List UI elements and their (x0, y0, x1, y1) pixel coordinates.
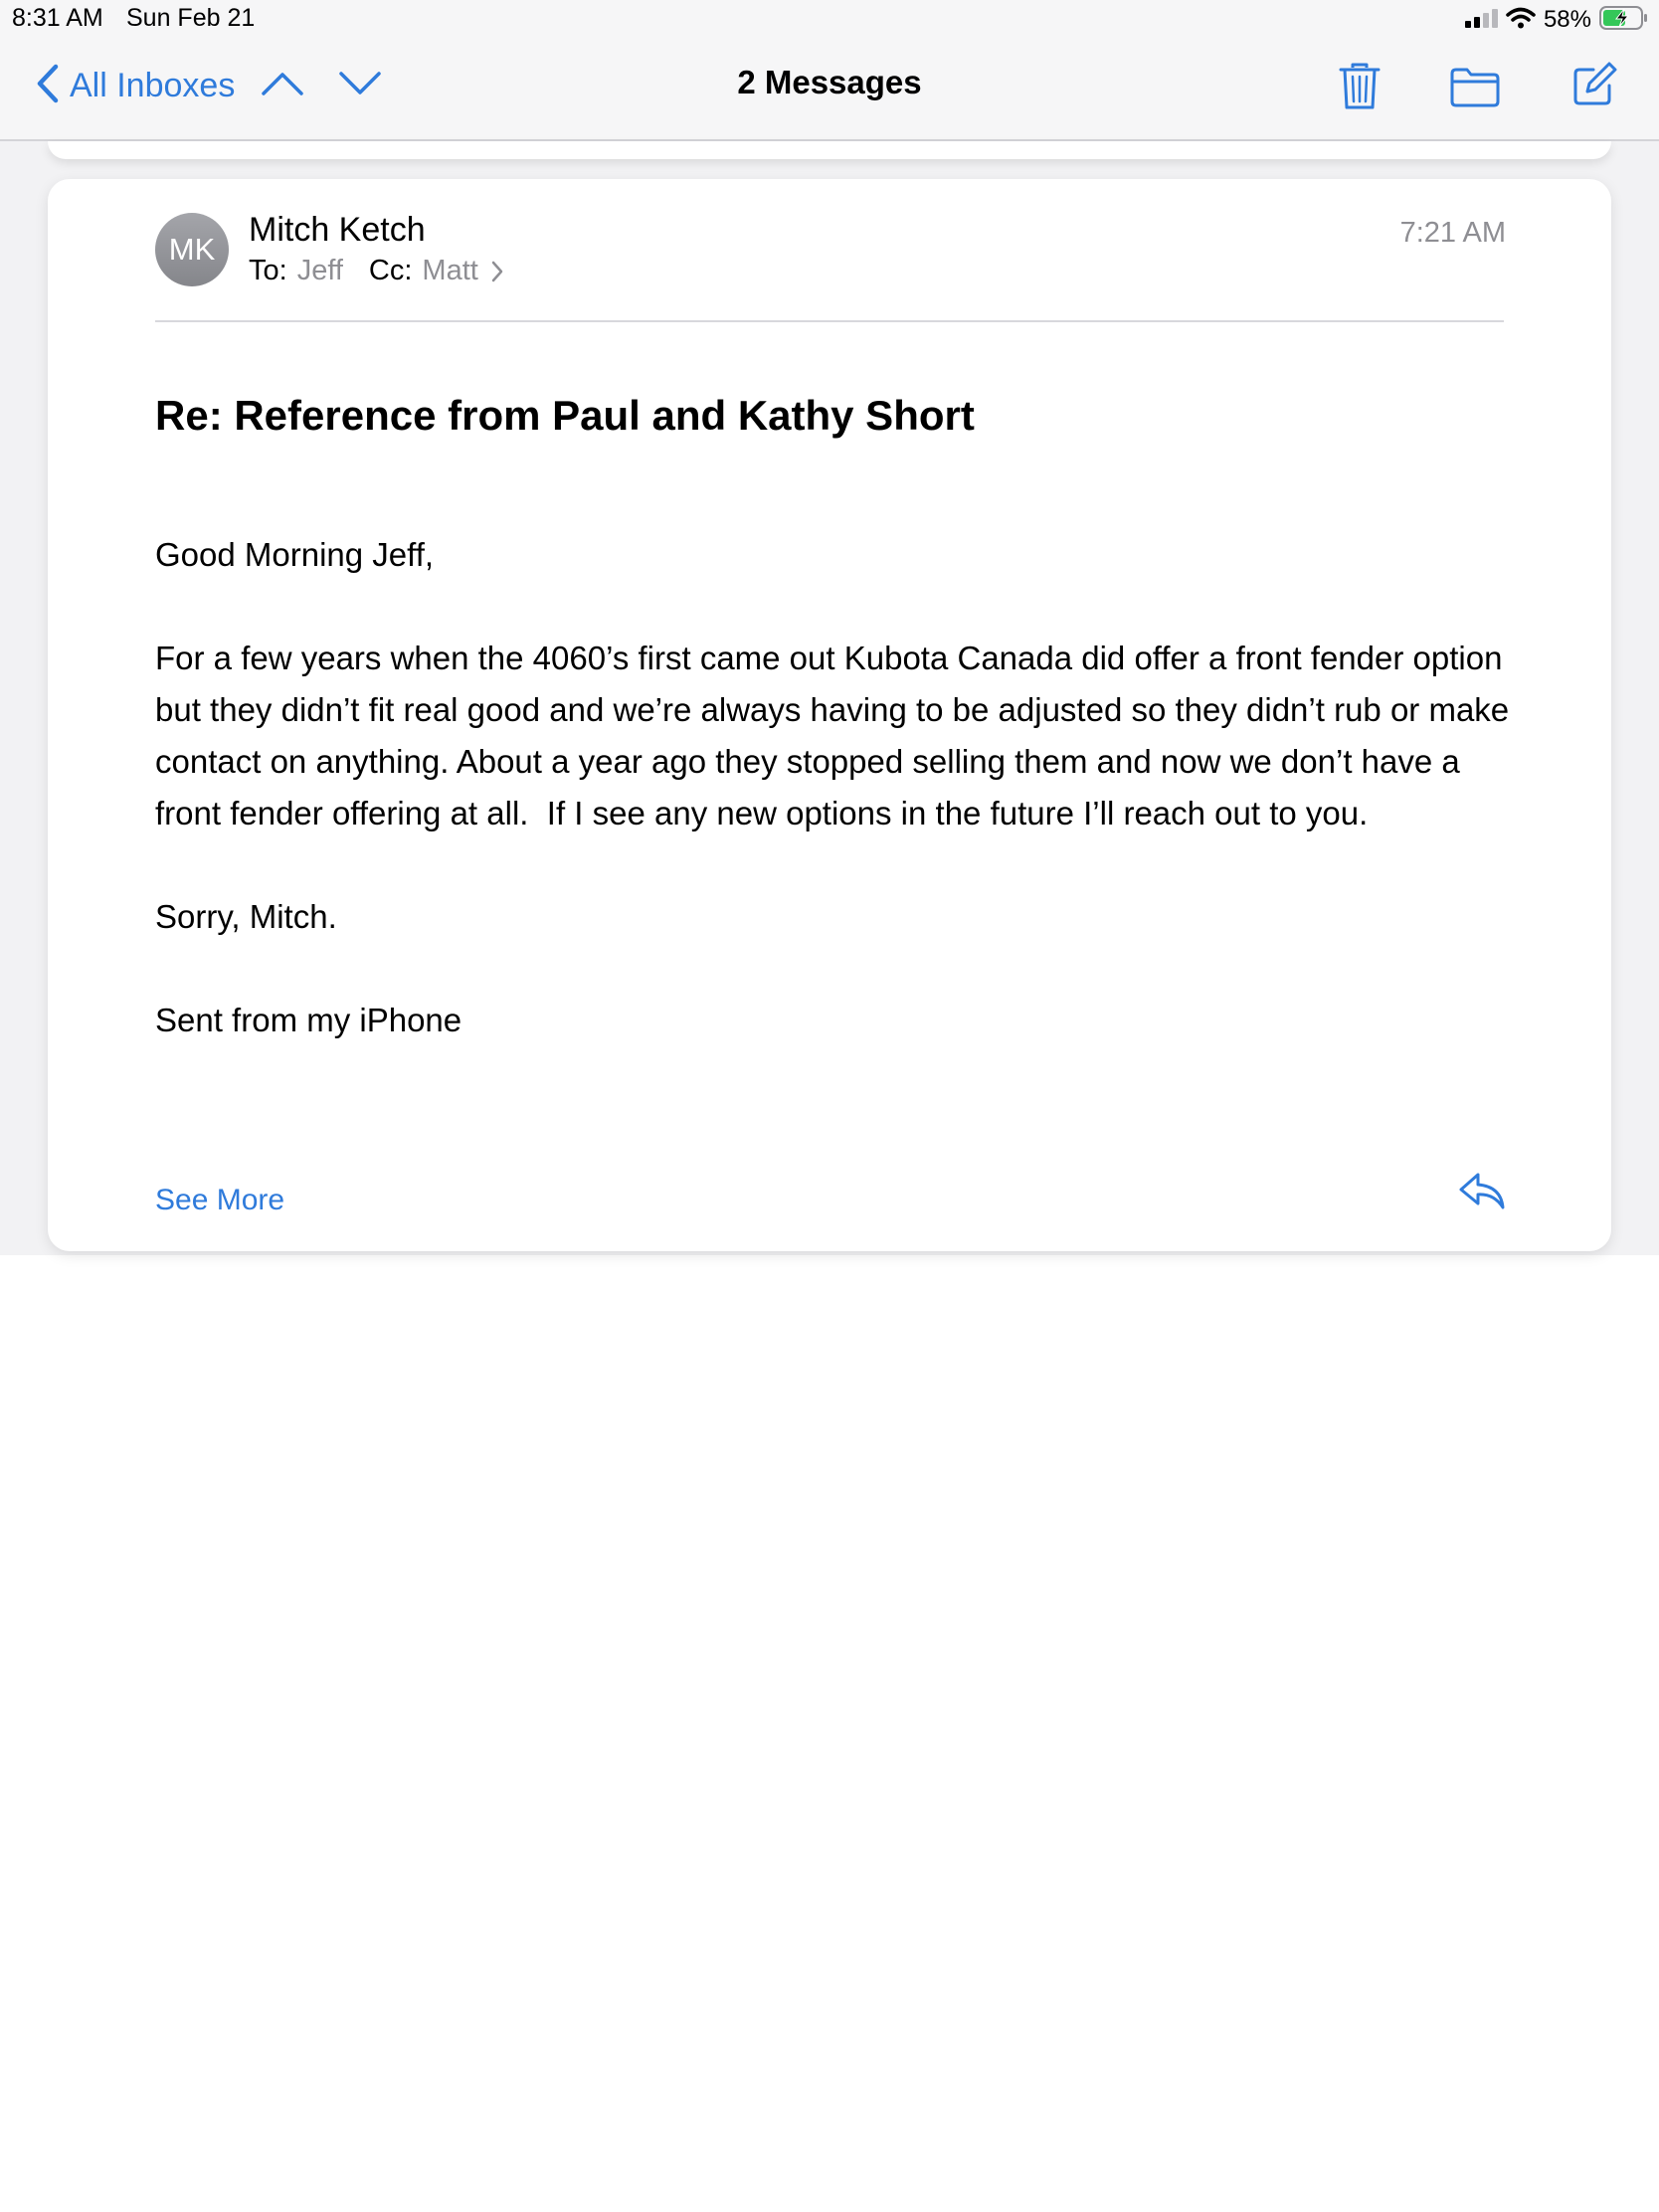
navigation-bar (0, 40, 1659, 141)
battery-charging-icon (1599, 6, 1649, 35)
wifi-icon (1506, 7, 1536, 34)
previous-message-card[interactable] (48, 141, 1611, 159)
status-date: Sun Feb 21 (126, 4, 256, 32)
back-button-label: All Inboxes (70, 67, 236, 104)
folder-icon (1450, 68, 1500, 107)
avatar[interactable]: MK (155, 213, 229, 286)
recipients-details[interactable] (249, 255, 504, 287)
message-body (155, 529, 1518, 1098)
message-time: 7:21 AM (1399, 217, 1506, 249)
message-card (48, 179, 1611, 1251)
compose-button[interactable] (1571, 62, 1617, 112)
to-recipient: Jeff (296, 255, 343, 286)
move-to-folder-button[interactable] (1450, 68, 1500, 112)
compose-icon (1571, 62, 1617, 107)
cc-recipient: Matt (422, 255, 478, 286)
body-greeting: Good Morning Jeff, (155, 536, 435, 573)
reply-icon (1458, 1172, 1506, 1211)
cc-label: Cc: (368, 255, 413, 286)
header-divider (155, 320, 1504, 322)
see-more-link[interactable]: See More (155, 1184, 285, 1216)
status-time: 8:31 AM (12, 4, 103, 32)
reply-button[interactable] (1458, 1172, 1506, 1216)
to-label: To: (249, 255, 287, 286)
chevron-right-icon (490, 260, 504, 283)
sender-name[interactable]: Mitch Ketch (249, 211, 426, 249)
trash-icon (1339, 62, 1381, 111)
body-signature: Sent from my iPhone (155, 1002, 462, 1038)
trash-button[interactable] (1339, 62, 1381, 116)
body-signoff: Sorry, Mitch. (155, 898, 337, 935)
page-title: 2 Messages (737, 64, 922, 100)
body-paragraph: For a few years when the 4060’s first came out Kubota Canada did offer a front fender option but they didn’t fit real good and we’re always having to be adjusted so they didn’t rub or make contact on anything. About a year ago they stopped selling them and now we don’t have a front fender offering at all. If I see any new options in the future I’ll reach out to you. (155, 640, 1519, 831)
cellular-signal-icon (1464, 8, 1498, 33)
status-bar (0, 0, 1659, 40)
battery-percentage: 58% (1543, 6, 1591, 33)
message-subject: Re: Reference from Paul and Kathy Short (155, 392, 975, 439)
status-indicators (1464, 6, 1649, 34)
